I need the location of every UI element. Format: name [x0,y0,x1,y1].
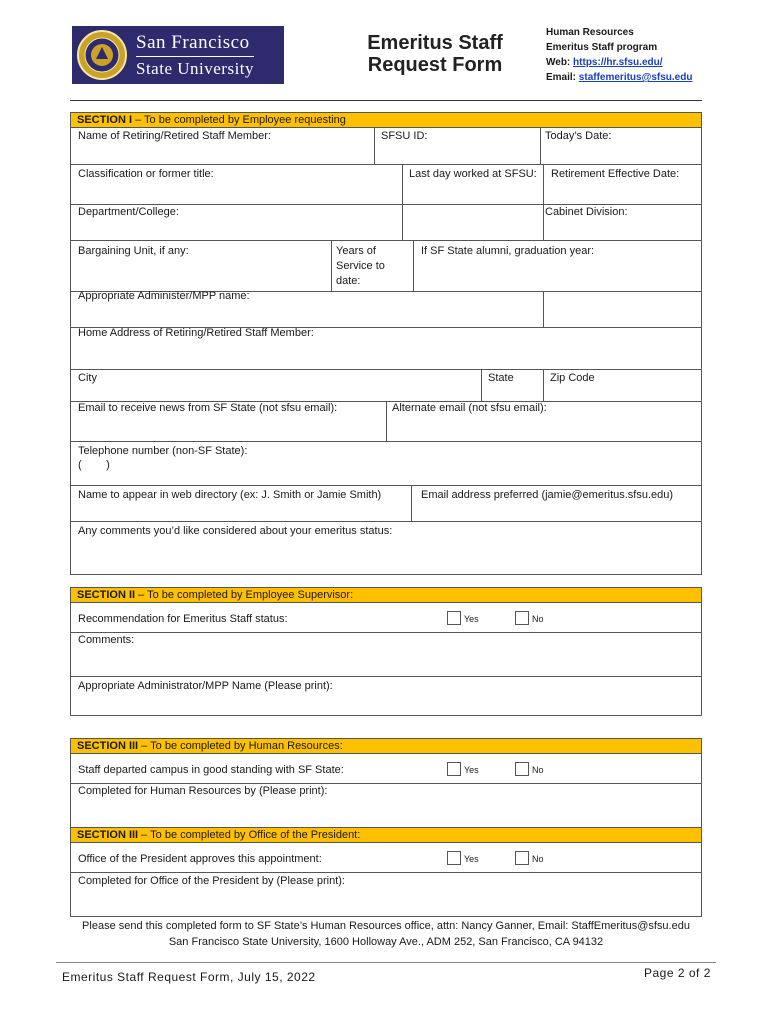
completed-hr-label: Completed for Human Resources by (Please print): [78,785,328,797]
hr-web-link[interactable]: https://hr.sfsu.edu/ [573,57,663,68]
zip-code-label: Zip Code [550,372,595,384]
hr-dept: Human Resources [546,27,634,38]
submission-instructions: Please send this completed form to SF State’s Human Resources office, attn: Nancy Ganner, Email: StaffEmeritus@sfsu.edu San Francisco State University, 1600 Holloway Ave., ADM 252, San Francisco, CA 94132 [82,920,690,948]
hr-program: Emeritus Staff program [546,42,658,53]
recommendation-label: Recommendation for Emeritus Staff status: [78,613,288,625]
section-2-heading: SECTION II – To be completed by Employee Supervisor: [70,587,702,603]
departed-no-label: No [532,765,544,775]
name-field-label: Name of Retiring/Retired Staff Member: [78,130,271,142]
header-divider [70,100,702,101]
web-directory-label: Name to appear in web directory (ex: J. Smith or Jamie Smith) [78,489,382,501]
page-number: Page 2 of 2 [644,966,711,980]
hr-contact-info: Human Resources Emeritus Staff program Web: https://hr.sfsu.edu/ Email: staffemeritus@sfsu.edu [546,27,693,83]
retirement-date-label: Retirement Effective Date: [551,168,680,180]
university-seal-icon [76,29,128,81]
classification-label: Classification or former title: [78,168,214,180]
completed-president-label: Completed for Office of the President by (Please print): [78,875,345,887]
logo-line-2: State University [136,58,255,78]
alternate-email-label: Alternate email (not sfsu email): [392,402,547,414]
departed-no-checkbox[interactable] [515,762,529,776]
section-1-heading: SECTION I – To be completed by Employee requesting [70,112,702,128]
departed-standing-label: Staff departed campus in good standing with SF State: [78,764,344,776]
departed-yes-label: Yes [464,765,479,775]
recommend-no-label: No [532,614,544,624]
sfsu-id-label: SFSU ID: [381,130,428,142]
alumni-year-label: If SF State alumni, graduation year: [421,245,595,257]
telephone-area-code: ( ) [78,459,110,471]
administer-label: Appropriate Administer/MPP name: [78,290,250,302]
departed-yes-checkbox[interactable] [447,762,461,776]
last-day-label: Last day worked at SFSU: [409,168,537,180]
footer-divider [56,962,716,963]
section-1-box [70,127,702,575]
section-4-heading: SECTION III – To be completed by Office of the President: [70,827,702,843]
president-no-label: No [532,854,544,864]
todays-date-label: Today’s Date: [545,130,612,142]
telephone-label: Telephone number (non-SF State): [78,445,248,457]
email-preferred-label: Email address preferred (jamie@emeritus.sfsu.edu) [421,489,674,501]
bargaining-unit-label: Bargaining Unit, if any: [78,245,189,257]
email-news-label: Email to receive news from SF State (not sfsu email): [78,402,338,414]
president-yes-label: Yes [464,854,479,864]
supervisor-comments-label: Comments: [78,634,135,646]
section-3-heading: SECTION III – To be completed by Human Resources: [70,738,702,754]
recommend-no-checkbox[interactable] [515,611,529,625]
years-service-label: Years of Service to date: [336,245,385,287]
comments-label: Any comments you’d like considered about your emeritus status: [78,525,393,537]
president-yes-checkbox[interactable] [447,851,461,865]
recommend-yes-label: Yes [464,614,479,624]
recommend-yes-checkbox[interactable] [447,611,461,625]
state-label: State [488,372,514,384]
home-address-label: Home Address of Retiring/Retired Staff Member: [78,327,314,339]
hr-email-link[interactable]: staffemeritus@sfsu.edu [578,72,693,83]
form-name-footer: Emeritus Staff Request Form, July 15, 2022 [62,970,316,984]
president-approves-label: Office of the President approves this appointment: [78,853,322,865]
city-label: City [78,372,97,384]
logo-line-1: San Francisco [136,32,254,57]
cabinet-division-label: Cabinet Division: [545,206,628,218]
sfsu-logo [72,26,284,84]
form-title: Emeritus Staff Request Form [367,32,503,76]
department-label: Department/College: [78,206,179,218]
president-no-checkbox[interactable] [515,851,529,865]
supervisor-admin-name-label: Appropriate Administrator/MPP Name (Please print): [78,680,333,692]
